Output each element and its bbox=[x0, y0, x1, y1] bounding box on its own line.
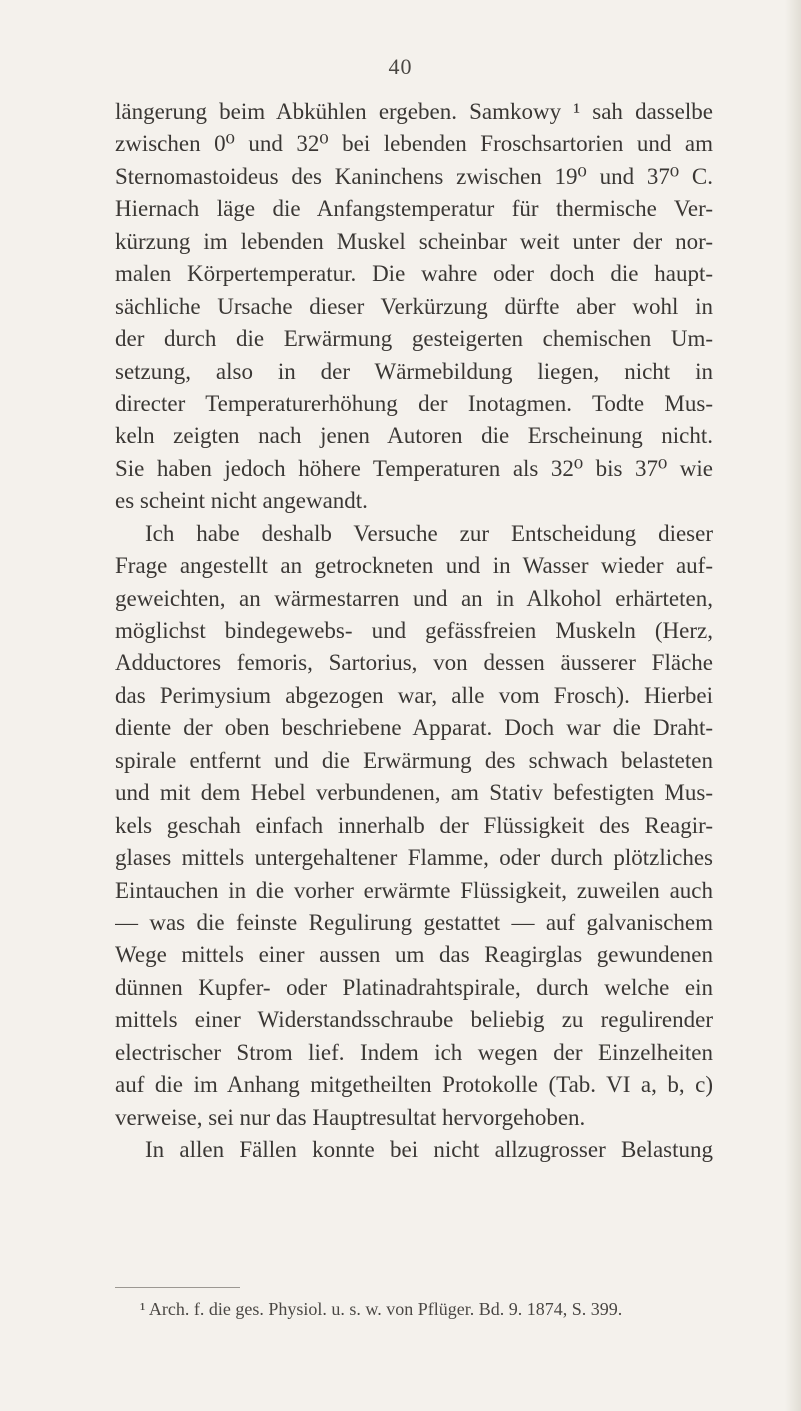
page-number: 40 bbox=[388, 54, 413, 79]
text-line: keln zeigten nach jenen Autoren die Erscheinung nicht. bbox=[115, 423, 713, 449]
text-line: spirale entfernt und die Erwärmung des schwach belasteten bbox=[115, 747, 713, 773]
text-line: das Perimysium abgezogen war, alle vom Frosch). Hierbei bbox=[115, 682, 713, 708]
paragraph-end-line: es scheint nicht angewandt. bbox=[115, 488, 368, 514]
text-line: sächliche Ursache dieser Verkürzung dürfte aber wohl in bbox=[115, 293, 713, 319]
text-line: malen Körpertemperatur. Die wahre oder doch die haupt- bbox=[115, 261, 713, 287]
text-line: Eintauchen in die vorher erwärmte Flüssigkeit, zuweilen auch bbox=[115, 877, 713, 903]
text-line: auf die im Anhang mitgetheilten Protokolle (Tab. VI a, b, c) bbox=[115, 1072, 713, 1098]
text-line: Frage angestellt an getrockneten und in Wasser wieder auf- bbox=[115, 553, 713, 579]
text-line: glases mittels untergehaltener Flamme, oder durch plötzliches bbox=[115, 845, 713, 871]
text-line: Sie haben jedoch höhere Temperaturen als 32⁰ bis 37⁰ wie bbox=[115, 455, 713, 481]
text-line: Hiernach läge die Anfangstemperatur für thermische Ver- bbox=[115, 196, 713, 222]
text-line: Wege mittels einer aussen um das Reagirglas gewundenen bbox=[115, 942, 713, 968]
text-line: der durch die Erwärmung gesteigerten chemischen Um- bbox=[115, 326, 713, 352]
text-line: möglichst bindegewebs- und gefässfreien Muskeln (Herz, bbox=[115, 618, 713, 643]
text-line: kürzung im lebenden Muskel scheinbar weit unter der nor- bbox=[115, 228, 713, 254]
text-line: geweichten, an wärmestarren und an in Alkohol erhärteten, bbox=[115, 585, 713, 611]
paragraph-end-line: verweise, sei nur das Hauptresultat hervorgehoben. bbox=[115, 1104, 586, 1130]
text-line: diente der oben beschriebene Apparat. Doch war die Draht- bbox=[115, 715, 713, 741]
text-line: längerung beim Abkühlen ergeben. Samkowy ¹ sah dasselbe bbox=[115, 99, 713, 124]
footnote-divider bbox=[115, 1287, 240, 1288]
text-line: und mit dem Hebel verbundenen, am Stativ befestigten Mus- bbox=[115, 780, 713, 806]
paragraph-start-line: In allen Fällen konnte bei nicht allzugrosser Belastung bbox=[145, 1137, 713, 1162]
text-line: Adductores femoris, Sartorius, von dessen äusserer Fläche bbox=[115, 650, 713, 676]
text-line: zwischen 0⁰ und 32⁰ bei lebenden Froschsartorien und am bbox=[115, 131, 713, 157]
text-line: Sternomastoideus des Kaninchens zwischen 19⁰ und 37⁰ C. bbox=[115, 163, 713, 189]
footnote: ¹ Arch. f. die ges. Physiol. u. s. w. von Pflüger. Bd. 9. 1874, S. 399. bbox=[140, 1299, 623, 1319]
text-line: kels geschah einfach innerhalb der Flüssigkeit des Reagir- bbox=[115, 812, 713, 838]
text-line: electrischer Strom lief. Indem ich wegen der Einzelheiten bbox=[115, 1039, 713, 1065]
page-edge-shadow bbox=[785, 0, 801, 1411]
text-line: setzung, also in der Wärmebildung liegen, nicht in bbox=[115, 358, 713, 384]
text-line: — was die feinste Regulirung gestattet — auf galvanischem bbox=[115, 909, 713, 935]
text-line: mittels einer Widerstandsschraube beliebig zu regulirender bbox=[115, 1007, 713, 1033]
text-line: dünnen Kupfer- oder Platinadrahtspirale, durch welche ein bbox=[115, 974, 713, 1000]
text-line: directer Temperaturerhöhung der Inotagmen. Todte Mus- bbox=[115, 390, 713, 416]
body-text bbox=[115, 96, 713, 1166]
paragraph-start-line: Ich habe deshalb Versuche zur Entscheidung dieser bbox=[145, 520, 713, 546]
